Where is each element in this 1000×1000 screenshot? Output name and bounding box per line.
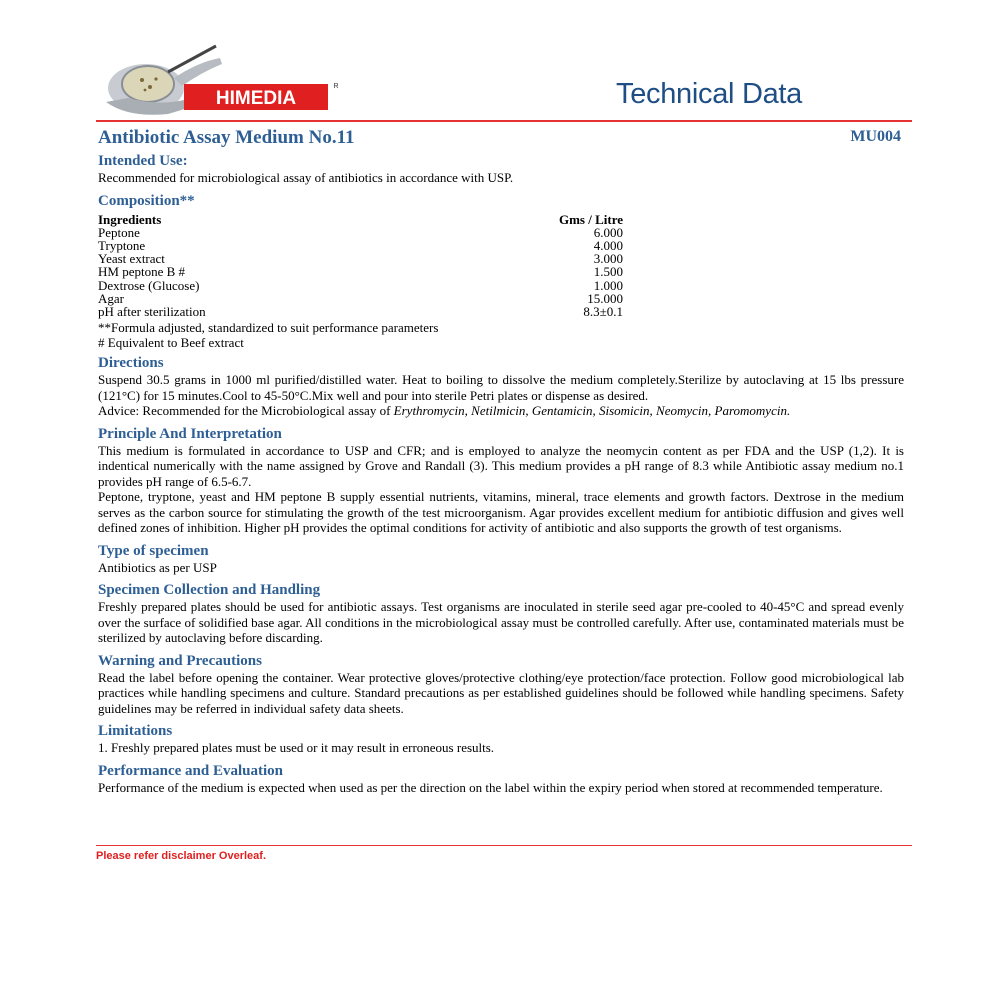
table-row — [98, 305, 623, 318]
principle-paragraph-1: This medium is formulated in accordance to USP and CFR; and is employed to analyze the neomycin content as per FDA and the USP (1,2). It is indentical numerically with the name assigned by Grove and Randall (3). This medium provides a pH range of 8.3 while Antibiotic assay medium no.1 provides pH range of 6.5-6.7. — [98, 442, 904, 489]
amount-column-header: Gms / Litre — [558, 211, 623, 227]
ingredients-column-header: Ingredients — [98, 211, 162, 227]
intended-use-heading: Intended Use: — [98, 153, 188, 169]
principle-paragraph-2: Peptone, tryptone, yeast and HM peptone B supply essential nutrients, vitamins, mineral, trace elements and growth factors. Dextrose in the medium serves as the carbon source for stimulating the growth of the test microorganism. Agar provides excellent medium for antibiotic diffusion and gives well defined zones of inhibition. Higher pH provides the optimal conditions for activity of antibiotic and also supports the growth of test organisms. — [98, 489, 904, 536]
specimen-collection-heading: Specimen Collection and Handling — [98, 582, 321, 599]
document-title: Antibiotic Assay Medium No.11 — [98, 127, 355, 148]
composition-footnote-equivalent: # Equivalent to Beef extract — [98, 335, 244, 351]
ingredient-amount: 3.000 — [593, 251, 623, 267]
specimen-collection-text: Freshly prepared plates should be used for antibiotic assays. Test organisms are inoculated in sterile seed agar pre-cooled to 40-45°C and spread evenly over the surface of solidified base agar. All conditions in the microbiological assay must be controlled carefully. After use, contaminated materials must be sterilized by autoclaving before discarding. — [98, 599, 904, 646]
composition-heading: Composition** — [98, 192, 195, 209]
document-body — [98, 152, 904, 795]
ingredient-amount: 15.000 — [587, 290, 623, 306]
technical-data-label: Technical Data — [616, 78, 803, 110]
limitations-text: 1. Freshly prepared plates must be used or it may result in erroneous results. — [98, 740, 495, 756]
table-row — [98, 292, 623, 305]
ingredient-name: Dextrose (Glucose) — [98, 277, 200, 293]
table-row — [98, 265, 623, 278]
specimen-type-heading: Type of specimen — [98, 542, 209, 559]
ingredient-name: Tryptone — [98, 237, 146, 253]
brand-logo-text: HIMEDIA — [215, 88, 297, 109]
directions-advice — [98, 403, 904, 419]
table-row — [98, 226, 623, 239]
ingredient-name: Peptone — [98, 224, 140, 240]
disclaimer-notice: Please refer disclaimer Overleaf. — [96, 850, 266, 862]
limitations-heading: Limitations — [98, 723, 173, 740]
performance-text: Performance of the medium is expected when used as per the direction on the label within the expiry period when stored at recommended temperature. — [98, 779, 883, 795]
himedia-logo — [98, 42, 348, 122]
product-code: MU004 — [850, 128, 901, 145]
specimen-type-text: Antibiotics as per USP — [98, 559, 217, 575]
ingredient-name: Agar — [98, 290, 124, 306]
advice-antibiotics: Erythromycin, Netilmicin, Gentamicin, Sisomicin, Neomycin, Paromomycin. — [393, 403, 791, 419]
warning-text: Read the label before opening the container. Wear protective gloves/protective clothing/eye protection/face protection. Follow good microbiological lab practices while handling specimens and culture. Standard precautions as per established guidelines should be followed while handling specimens. Safety guidelines may be referred in individual safety data sheets. — [98, 669, 904, 716]
directions-text: Suspend 30.5 grams in 1000 ml purified/distilled water. Heat to boiling to dissolve the medium completely.Sterilize by autoclaving at 15 lbs pressure (121°C) for 15 minutes.Cool to 45-50°C.Mix well and pour into sterile Petri plates or dispense as desired. — [98, 372, 904, 403]
table-row — [98, 279, 623, 292]
footer-divider — [96, 845, 912, 846]
composition-table — [98, 213, 623, 319]
composition-header-row — [98, 213, 623, 226]
composition-footnote-formula: **Formula adjusted, standardized to suit performance parameters — [98, 320, 439, 336]
advice-label: Advice: Recommended for the Microbiological assay of — [98, 403, 394, 419]
ingredient-amount: 4.000 — [593, 237, 623, 253]
intended-use-text: Recommended for microbiological assay of antibiotics in accordance with USP. — [98, 170, 514, 185]
header-divider — [96, 120, 912, 122]
ingredient-name: pH after sterilization — [98, 303, 206, 319]
warning-heading: Warning and Precautions — [98, 652, 262, 669]
ingredient-amount: 1.000 — [593, 277, 623, 293]
ingredient-name: Yeast extract — [98, 251, 165, 267]
ingredient-amount: 8.3±0.1 — [583, 303, 623, 319]
directions-heading: Directions — [98, 355, 164, 372]
table-row — [98, 239, 623, 252]
ingredient-amount: 6.000 — [593, 224, 623, 240]
registered-mark: R — [333, 83, 339, 90]
ingredient-name: HM peptone B # — [98, 264, 186, 280]
performance-heading: Performance and Evaluation — [98, 762, 283, 779]
ingredient-amount: 1.500 — [593, 264, 623, 280]
principle-heading: Principle And Interpretation — [98, 425, 282, 442]
